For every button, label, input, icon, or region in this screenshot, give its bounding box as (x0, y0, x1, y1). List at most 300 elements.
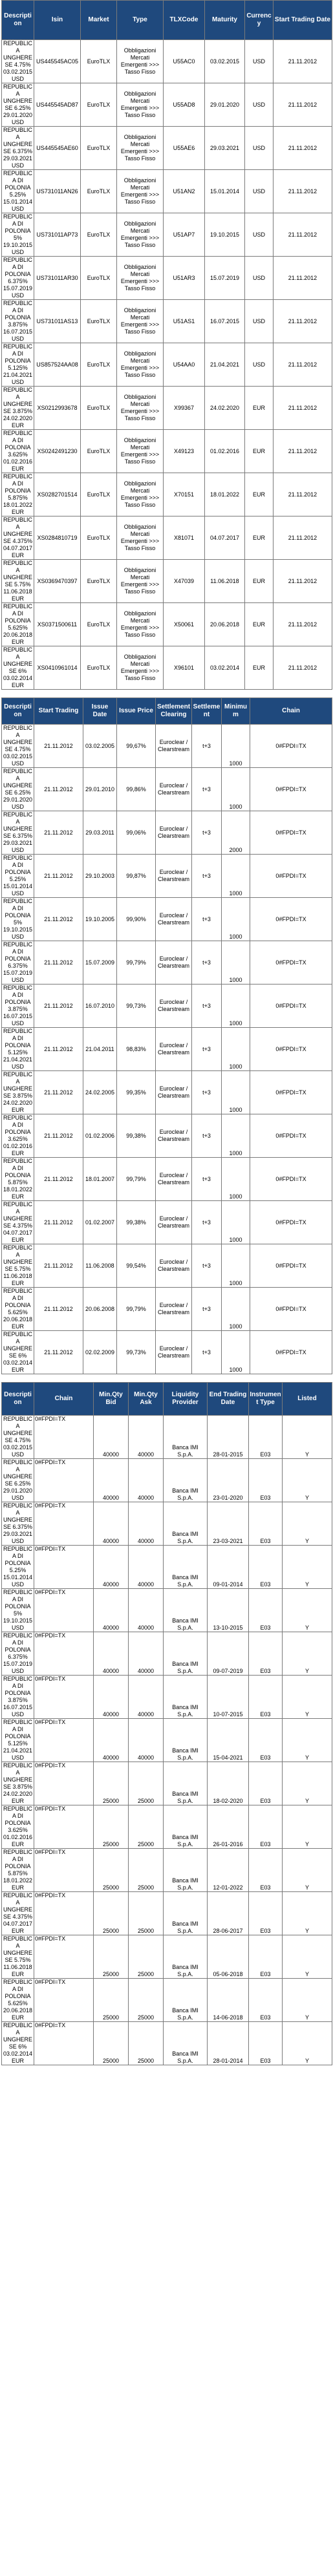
cell-description: REPUBLIC A DI POLONIA 5.125% 21.04.2021 USD (2, 1028, 34, 1071)
cell-description: REPUBLIC A UNGHERESE 4.75% 03.02.2015 USD (2, 40, 34, 83)
cell-start-trading-date: 21.11.2012 (274, 343, 332, 387)
cell-maturity: 19.10.2015 (205, 213, 245, 257)
cell-currency: EUR (245, 516, 274, 560)
cell-minimum: 1000 (222, 1028, 250, 1071)
cell-settlement-clearing: Euroclear / Clearstream (156, 855, 192, 898)
cell-description: REPUBLIC A UNGHERESE 6.25% 29.01.2020 USD (2, 83, 34, 127)
cell-instrument-type: E03 (249, 1849, 283, 1892)
cell-chain: 0#FPDI=TX (34, 1459, 94, 1502)
cell-issue-price: 99,79% (117, 1158, 156, 1201)
cell-listed: Y (283, 1935, 332, 1979)
cell-minimum: 1000 (222, 725, 250, 768)
cell-description: REPUBLIC A UNGHERESE 3.875% 24.02.2020 EUR (2, 1071, 34, 1114)
bond-info-table (1, 0, 332, 690)
cell-type: Obbligazioni Mercati Emergenti >>> Tasso Fisso (117, 83, 164, 127)
cell-chain: 0#FPDI=TX (250, 768, 332, 811)
cell-chain: 0#FPDI=TX (34, 2022, 94, 2065)
table-row (2, 646, 332, 690)
cell-maturity: 29.03.2021 (205, 127, 245, 170)
cell-liquidity-provider: Banca IMI S.p.A. (164, 1546, 208, 1589)
table-row (2, 1459, 332, 1502)
col-header-issue-date: Issue Date (83, 698, 117, 725)
cell-minimum: 1000 (222, 941, 250, 985)
table-row (2, 560, 332, 603)
cell-minimum: 1000 (222, 898, 250, 941)
cell-maturity: 11.06.2018 (205, 560, 245, 603)
cell-chain: 0#FPDI=TX (250, 898, 332, 941)
cell-description: REPUBLIC A DI POLONIA 5% 19.10.2015 USD (2, 1589, 34, 1632)
cell-settlement-clearing: Euroclear / Clearstream (156, 985, 192, 1028)
cell-settlement: t+3 (192, 811, 222, 855)
cell-settlement: t+3 (192, 1244, 222, 1288)
cell-issue-price: 99,38% (117, 1114, 156, 1158)
cell-minimum: 1000 (222, 985, 250, 1028)
cell-market: EuroTLX (81, 127, 117, 170)
cell-minimum: 1000 (222, 1071, 250, 1114)
cell-market: EuroTLX (81, 300, 117, 343)
cell-end-trading-date: 28-01-2015 (208, 1416, 249, 1459)
cell-settlement-clearing: Euroclear / Clearstream (156, 811, 192, 855)
cell-start-trading-date: 21.11.2012 (274, 646, 332, 690)
cell-description: REPUBLIC A UNGHERESE 6% 03.02.2014 EUR (2, 646, 34, 690)
col-header-market: Market (81, 1, 117, 40)
cell-settlement-clearing: Euroclear / Clearstream (156, 1288, 192, 1331)
cell-description: REPUBLIC A UNGHERESE 4.75% 03.02.2015 USD (2, 1416, 34, 1459)
cell-liquidity-provider: Banca IMI S.p.A. (164, 1979, 208, 2022)
cell-minimum: 1000 (222, 1244, 250, 1288)
cell-issue-date: 29.01.2010 (83, 768, 117, 811)
cell-maturity: 29.01.2020 (205, 83, 245, 127)
cell-type: Obbligazioni Mercati Emergenti >>> Tasso Fisso (117, 127, 164, 170)
cell-currency: USD (245, 257, 274, 300)
col-header-settlement: Settlement (192, 698, 222, 725)
cell-settlement: t+3 (192, 941, 222, 985)
cell-instrument-type: E03 (249, 1935, 283, 1979)
table-row (2, 40, 332, 83)
cell-market: EuroTLX (81, 257, 117, 300)
cell-tlxcode: U54AA0 (164, 343, 205, 387)
cell-end-trading-date: 28-06-2017 (208, 1892, 249, 1935)
cell-currency: EUR (245, 646, 274, 690)
cell-issue-date: 29.10.2003 (83, 855, 117, 898)
cell-chain: 0#FPDI=TX (250, 855, 332, 898)
cell-description: REPUBLIC A DI POLONIA 3.625% 01.02.2016 EUR (2, 1805, 34, 1849)
table-row (2, 170, 332, 213)
col-header-description: Description (2, 698, 34, 725)
cell-settlement: t+3 (192, 725, 222, 768)
cell-instrument-type: E03 (249, 1546, 283, 1589)
cell-min-qty-bid: 40000 (94, 1676, 129, 1719)
cell-min-qty-ask: 25000 (129, 1762, 164, 1805)
cell-start-trading: 21.11.2012 (34, 941, 83, 985)
cell-start-trading-date: 21.11.2012 (274, 170, 332, 213)
cell-description: REPUBLIC A DI POLONIA 5% 19.10.2015 USD (2, 213, 34, 257)
cell-type: Obbligazioni Mercati Emergenti >>> Tasso Fisso (117, 257, 164, 300)
col-header-maturity: Maturity (205, 1, 245, 40)
cell-issue-date: 19.10.2005 (83, 898, 117, 941)
cell-listed: Y (283, 1979, 332, 2022)
cell-settlement: t+3 (192, 768, 222, 811)
cell-maturity: 20.06.2018 (205, 603, 245, 646)
cell-chain: 0#FPDI=TX (250, 811, 332, 855)
cell-minimum: 2000 (222, 811, 250, 855)
cell-description: REPUBLIC A DI POLONIA 5.25% 15.01.2014 USD (2, 855, 34, 898)
cell-type: Obbligazioni Mercati Emergenti >>> Tasso Fisso (117, 213, 164, 257)
table-row (2, 1632, 332, 1676)
cell-settlement-clearing: Euroclear / Clearstream (156, 1331, 192, 1374)
cell-chain: 0#FPDI=TX (250, 1201, 332, 1244)
cell-currency: USD (245, 170, 274, 213)
cell-market: EuroTLX (81, 473, 117, 516)
cell-description: REPUBLIC A DI POLONIA 6.375% 15.07.2019 USD (2, 257, 34, 300)
trading-info-table-block (1, 697, 332, 1374)
cell-settlement: t+3 (192, 1071, 222, 1114)
cell-description: REPUBLIC A DI POLONIA 3.875% 16.07.2015 USD (2, 1676, 34, 1719)
cell-minimum: 1000 (222, 855, 250, 898)
cell-settlement: t+3 (192, 855, 222, 898)
table-row (2, 1719, 332, 1762)
cell-instrument-type: E03 (249, 1762, 283, 1805)
table-row (2, 1288, 332, 1331)
cell-maturity: 16.07.2015 (205, 300, 245, 343)
cell-settlement: t+3 (192, 898, 222, 941)
cell-end-trading-date: 10-07-2015 (208, 1676, 249, 1719)
cell-description: REPUBLIC A DI POLONIA 5.25% 15.01.2014 USD (2, 1546, 34, 1589)
cell-market: EuroTLX (81, 170, 117, 213)
cell-settlement: t+3 (192, 985, 222, 1028)
cell-isin: US445545AE60 (34, 127, 81, 170)
cell-description: REPUBLIC A UNGHERESE 6.375% 29.03.2021 USD (2, 1502, 34, 1546)
cell-description: REPUBLIC A DI POLONIA 5.625% 20.06.2018 EUR (2, 1288, 34, 1331)
cell-issue-price: 99,79% (117, 1288, 156, 1331)
cell-description: REPUBLIC A UNGHERESE 4.375% 04.07.2017 EUR (2, 1892, 34, 1935)
cell-currency: EUR (245, 430, 274, 473)
cell-isin: XS0242491230 (34, 430, 81, 473)
cell-min-qty-ask: 25000 (129, 1935, 164, 1979)
cell-issue-price: 99,73% (117, 985, 156, 1028)
cell-end-trading-date: 23-03-2021 (208, 1502, 249, 1546)
cell-type: Obbligazioni Mercati Emergenti >>> Tasso Fisso (117, 430, 164, 473)
table-row (2, 898, 332, 941)
cell-liquidity-provider: Banca IMI S.p.A. (164, 1676, 208, 1719)
table-row (2, 1158, 332, 1201)
cell-settlement-clearing: Euroclear / Clearstream (156, 1071, 192, 1114)
col-header-start-trading: Start Trading (34, 698, 83, 725)
cell-type: Obbligazioni Mercati Emergenti >>> Tasso Fisso (117, 40, 164, 83)
cell-min-qty-bid: 25000 (94, 1892, 129, 1935)
cell-instrument-type: E03 (249, 1589, 283, 1632)
cell-issue-price: 98,83% (117, 1028, 156, 1071)
cell-maturity: 01.02.2016 (205, 430, 245, 473)
cell-end-trading-date: 09-01-2014 (208, 1546, 249, 1589)
table-row (2, 1201, 332, 1244)
cell-chain: 0#FPDI=TX (250, 1071, 332, 1114)
cell-chain: 0#FPDI=TX (250, 725, 332, 768)
cell-min-qty-bid: 40000 (94, 1719, 129, 1762)
cell-end-trading-date: 12-01-2022 (208, 1849, 249, 1892)
cell-issue-date: 18.01.2007 (83, 1158, 117, 1201)
cell-instrument-type: E03 (249, 1805, 283, 1849)
cell-minimum: 1000 (222, 1288, 250, 1331)
cell-min-qty-ask: 25000 (129, 1979, 164, 2022)
cell-start-trading-date: 21.11.2012 (274, 430, 332, 473)
cell-listed: Y (283, 1892, 332, 1935)
col-header-isin: Isin (34, 1, 81, 40)
cell-chain: 0#FPDI=TX (34, 1632, 94, 1676)
cell-tlxcode: X70151 (164, 473, 205, 516)
cell-min-qty-bid: 40000 (94, 1589, 129, 1632)
cell-liquidity-provider: Banca IMI S.p.A. (164, 2022, 208, 2065)
table-header-row (2, 698, 332, 725)
cell-chain: 0#FPDI=TX (250, 1028, 332, 1071)
col-header-liquidity-provider: Liquidity Provider (164, 1383, 208, 1416)
cell-liquidity-provider: Banca IMI S.p.A. (164, 1416, 208, 1459)
cell-tlxcode: U51AP7 (164, 213, 205, 257)
col-header-tlxcode: TLXCode (164, 1, 205, 40)
cell-min-qty-bid: 25000 (94, 1805, 129, 1849)
cell-tlxcode: X50061 (164, 603, 205, 646)
cell-market: EuroTLX (81, 40, 117, 83)
cell-isin: US731011AP73 (34, 213, 81, 257)
table-row (2, 1979, 332, 2022)
col-header-description: Description (2, 1383, 34, 1416)
cell-isin: US731011AN26 (34, 170, 81, 213)
cell-minimum: 1000 (222, 1201, 250, 1244)
cell-liquidity-provider: Banca IMI S.p.A. (164, 1589, 208, 1632)
cell-description: REPUBLIC A DI POLONIA 3.625% 01.02.2016 EUR (2, 1114, 34, 1158)
cell-start-trading: 21.11.2012 (34, 1288, 83, 1331)
cell-listed: Y (283, 1676, 332, 1719)
cell-issue-date: 29.03.2011 (83, 811, 117, 855)
cell-end-trading-date: 18-02-2020 (208, 1762, 249, 1805)
table-row (2, 343, 332, 387)
cell-listed: Y (283, 1719, 332, 1762)
col-header-issue-price: Issue Price (117, 698, 156, 725)
cell-start-trading-date: 21.11.2012 (274, 83, 332, 127)
cell-market: EuroTLX (81, 516, 117, 560)
cell-maturity: 15.01.2014 (205, 170, 245, 213)
table-row (2, 725, 332, 768)
cell-currency: USD (245, 300, 274, 343)
cell-market: EuroTLX (81, 603, 117, 646)
cell-currency: USD (245, 83, 274, 127)
cell-end-trading-date: 13-10-2015 (208, 1589, 249, 1632)
cell-tlxcode: X96101 (164, 646, 205, 690)
cell-tlxcode: X81071 (164, 516, 205, 560)
cell-min-qty-bid: 40000 (94, 1416, 129, 1459)
cell-liquidity-provider: Banca IMI S.p.A. (164, 1502, 208, 1546)
cell-description: REPUBLIC A UNGHERESE 5.75% 11.06.2018 EUR (2, 560, 34, 603)
cell-description: REPUBLIC A DI POLONIA 3.625% 01.02.2016 EUR (2, 430, 34, 473)
cell-isin: XS0369470397 (34, 560, 81, 603)
cell-chain: 0#FPDI=TX (250, 1158, 332, 1201)
cell-description: REPUBLIC A UNGHERESE 3.875% 24.02.2020 EUR (2, 387, 34, 430)
cell-settlement: t+3 (192, 1331, 222, 1374)
cell-settlement: t+3 (192, 1201, 222, 1244)
liquidity-info-table-block (1, 1382, 332, 2065)
cell-instrument-type: E03 (249, 1502, 283, 1546)
cell-isin: XS0371500611 (34, 603, 81, 646)
col-header-minimum: Minimum (222, 698, 250, 725)
cell-settlement-clearing: Euroclear / Clearstream (156, 941, 192, 985)
cell-min-qty-ask: 40000 (129, 1502, 164, 1546)
col-header-end-trading-date: End Trading Date (208, 1383, 249, 1416)
cell-description: REPUBLIC A DI POLONIA 6.375% 15.07.2019 USD (2, 1632, 34, 1676)
cell-currency: EUR (245, 473, 274, 516)
cell-issue-date: 03.02.2005 (83, 725, 117, 768)
cell-description: REPUBLIC A UNGHERESE 6% 03.02.2014 EUR (2, 1331, 34, 1374)
cell-isin: US731011AS13 (34, 300, 81, 343)
cell-issue-date: 16.07.2010 (83, 985, 117, 1028)
cell-issue-price: 99,90% (117, 898, 156, 941)
cell-end-trading-date: 26-01-2016 (208, 1805, 249, 1849)
cell-start-trading: 21.11.2012 (34, 725, 83, 768)
cell-settlement-clearing: Euroclear / Clearstream (156, 1028, 192, 1071)
table-row (2, 430, 332, 473)
table-row (2, 516, 332, 560)
cell-min-qty-bid: 25000 (94, 1762, 129, 1805)
cell-listed: Y (283, 1502, 332, 1546)
bond-info-table-block (1, 0, 332, 690)
table-row (2, 1762, 332, 1805)
cell-instrument-type: E03 (249, 1892, 283, 1935)
cell-settlement-clearing: Euroclear / Clearstream (156, 1201, 192, 1244)
cell-start-trading-date: 21.11.2012 (274, 603, 332, 646)
trading-info-table (1, 697, 332, 1374)
cell-description: REPUBLIC A UNGHERESE 4.75% 03.02.2015 USD (2, 725, 34, 768)
cell-description: REPUBLIC A UNGHERESE 4.375% 04.07.2017 EUR (2, 516, 34, 560)
cell-description: REPUBLIC A UNGHERESE 6.375% 29.03.2021 USD (2, 811, 34, 855)
cell-currency: USD (245, 40, 274, 83)
cell-isin: US857524AA08 (34, 343, 81, 387)
cell-chain: 0#FPDI=TX (34, 1676, 94, 1719)
cell-chain: 0#FPDI=TX (34, 1719, 94, 1762)
cell-currency: USD (245, 127, 274, 170)
cell-settlement-clearing: Euroclear / Clearstream (156, 1244, 192, 1288)
cell-market: EuroTLX (81, 430, 117, 473)
table-row (2, 1892, 332, 1935)
cell-description: REPUBLIC A UNGHERESE 5.75% 11.06.2018 EUR (2, 1935, 34, 1979)
cell-type: Obbligazioni Mercati Emergenti >>> Tasso Fisso (117, 603, 164, 646)
cell-min-qty-ask: 40000 (129, 1632, 164, 1676)
cell-market: EuroTLX (81, 343, 117, 387)
cell-issue-date: 24.02.2005 (83, 1071, 117, 1114)
cell-type: Obbligazioni Mercati Emergenti >>> Tasso Fisso (117, 170, 164, 213)
cell-issue-date: 01.02.2007 (83, 1201, 117, 1244)
cell-description: REPUBLIC A DI POLONIA 5.875% 18.01.2022 EUR (2, 1849, 34, 1892)
cell-settlement-clearing: Euroclear / Clearstream (156, 1114, 192, 1158)
cell-instrument-type: E03 (249, 1632, 283, 1676)
cell-start-trading: 21.11.2012 (34, 1331, 83, 1374)
table-row (2, 473, 332, 516)
cell-min-qty-ask: 40000 (129, 1676, 164, 1719)
cell-currency: EUR (245, 603, 274, 646)
cell-start-trading: 21.11.2012 (34, 855, 83, 898)
cell-instrument-type: E03 (249, 1979, 283, 2022)
cell-type: Obbligazioni Mercati Emergenti >>> Tasso Fisso (117, 387, 164, 430)
cell-start-trading-date: 21.11.2012 (274, 257, 332, 300)
cell-min-qty-ask: 40000 (129, 1416, 164, 1459)
cell-type: Obbligazioni Mercati Emergenti >>> Tasso Fisso (117, 516, 164, 560)
cell-market: EuroTLX (81, 213, 117, 257)
table-row (2, 300, 332, 343)
cell-isin: US445545AD87 (34, 83, 81, 127)
cell-min-qty-ask: 40000 (129, 1459, 164, 1502)
col-header-min-qty-ask: Min.Qty Ask (129, 1383, 164, 1416)
cell-tlxcode: U55AE6 (164, 127, 205, 170)
cell-maturity: 18.01.2022 (205, 473, 245, 516)
cell-issue-price: 99,35% (117, 1071, 156, 1114)
cell-chain: 0#FPDI=TX (34, 1935, 94, 1979)
cell-market: EuroTLX (81, 646, 117, 690)
table-row (2, 1589, 332, 1632)
cell-currency: EUR (245, 560, 274, 603)
cell-maturity: 03.02.2014 (205, 646, 245, 690)
cell-isin: XS0212993678 (34, 387, 81, 430)
cell-description: REPUBLIC A DI POLONIA 5.125% 21.04.2021 USD (2, 1719, 34, 1762)
cell-start-trading: 21.11.2012 (34, 768, 83, 811)
cell-liquidity-provider: Banca IMI S.p.A. (164, 1935, 208, 1979)
cell-listed: Y (283, 1805, 332, 1849)
cell-start-trading-date: 21.11.2012 (274, 127, 332, 170)
cell-market: EuroTLX (81, 387, 117, 430)
cell-listed: Y (283, 1546, 332, 1589)
cell-min-qty-ask: 25000 (129, 1805, 164, 1849)
liquidity-info-table (1, 1382, 332, 2065)
cell-currency: USD (245, 213, 274, 257)
cell-min-qty-bid: 40000 (94, 1632, 129, 1676)
cell-chain: 0#FPDI=TX (250, 1288, 332, 1331)
cell-maturity: 04.07.2017 (205, 516, 245, 560)
cell-issue-price: 99,38% (117, 1201, 156, 1244)
table-row (2, 2022, 332, 2065)
table-row (2, 213, 332, 257)
cell-maturity: 24.02.2020 (205, 387, 245, 430)
table-row (2, 811, 332, 855)
cell-min-qty-ask: 25000 (129, 1849, 164, 1892)
cell-settlement: t+3 (192, 1158, 222, 1201)
cell-chain: 0#FPDI=TX (34, 1416, 94, 1459)
cell-tlxcode: U55AD8 (164, 83, 205, 127)
table-row (2, 1331, 332, 1374)
cell-chain: 0#FPDI=TX (250, 985, 332, 1028)
cell-isin: XS0282701514 (34, 473, 81, 516)
cell-description: REPUBLIC A DI POLONIA 5.125% 21.04.2021 USD (2, 343, 34, 387)
cell-min-qty-bid: 25000 (94, 1979, 129, 2022)
col-header-start-trading-date: Start Trading Date (274, 1, 332, 40)
cell-market: EuroTLX (81, 560, 117, 603)
cell-tlxcode: U55AC0 (164, 40, 205, 83)
cell-start-trading-date: 21.11.2012 (274, 473, 332, 516)
cell-description: REPUBLIC A DI POLONIA 3.875% 16.07.2015 USD (2, 985, 34, 1028)
table-row (2, 941, 332, 985)
cell-maturity: 03.02.2015 (205, 40, 245, 83)
table-row (2, 1028, 332, 1071)
table-row (2, 1546, 332, 1589)
cell-start-trading: 21.11.2012 (34, 985, 83, 1028)
cell-type: Obbligazioni Mercati Emergenti >>> Tasso Fisso (117, 473, 164, 516)
cell-type: Obbligazioni Mercati Emergenti >>> Tasso Fisso (117, 300, 164, 343)
table-row (2, 603, 332, 646)
table-row (2, 985, 332, 1028)
cell-listed: Y (283, 1459, 332, 1502)
cell-chain: 0#FPDI=TX (34, 1589, 94, 1632)
cell-description: REPUBLIC A DI POLONIA 5% 19.10.2015 USD (2, 898, 34, 941)
cell-chain: 0#FPDI=TX (34, 1762, 94, 1805)
cell-start-trading: 21.11.2012 (34, 1244, 83, 1288)
table-row (2, 1502, 332, 1546)
cell-isin: US731011AR30 (34, 257, 81, 300)
